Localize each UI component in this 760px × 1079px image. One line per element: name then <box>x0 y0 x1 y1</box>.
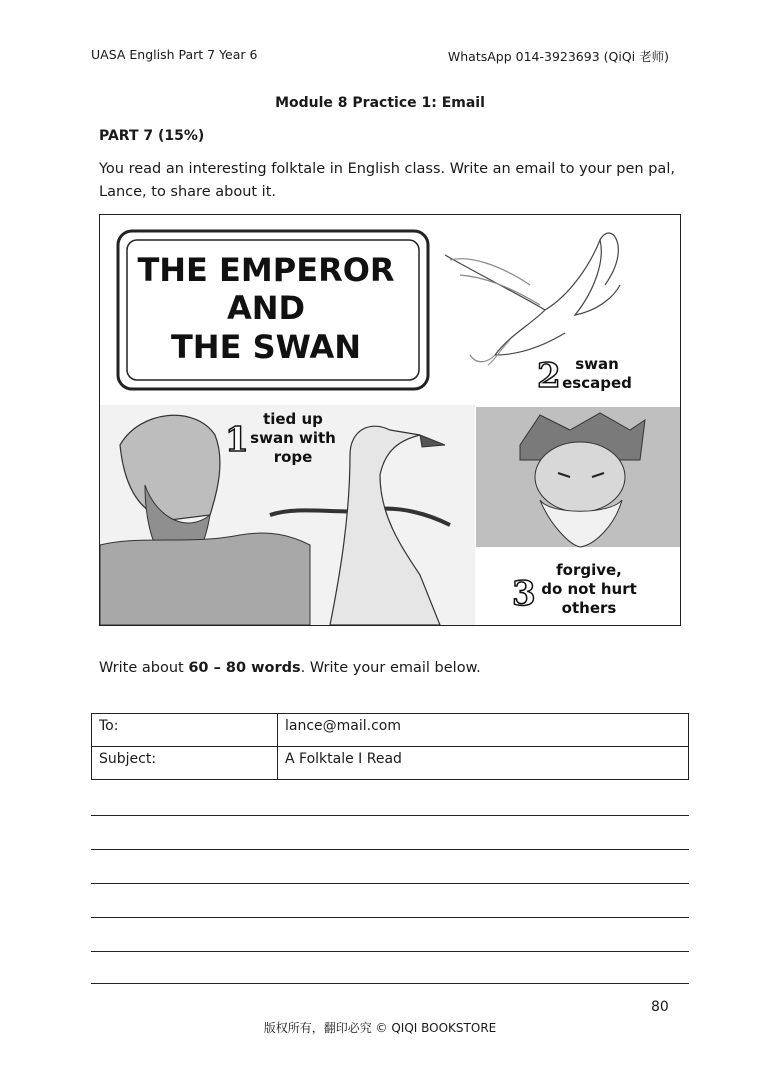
folktale-picture <box>99 214 681 626</box>
email-subject-value: A Folktale I Read <box>278 747 689 780</box>
writing-line[interactable] <box>91 951 689 952</box>
caption-3-line-3: others <box>561 599 617 617</box>
title-frame <box>118 231 428 389</box>
caption-1-line-3: rope <box>273 448 313 466</box>
word-count-instruction <box>99 660 481 676</box>
page-number: 80 <box>651 999 669 1015</box>
caption-2-line-1: swan <box>575 355 619 373</box>
caption-1-number: 1 <box>225 420 249 460</box>
copyright-footer: 版权所有，翻印必究 © QIQI BOOKSTORE <box>263 1021 497 1035</box>
emperor-portrait-sketch <box>476 407 680 547</box>
writing-line[interactable] <box>91 883 689 884</box>
picture-title-line-1: THE EMPEROR <box>137 251 395 289</box>
caption-3-line-2: do not hurt <box>541 580 637 598</box>
email-subject-row <box>92 747 689 780</box>
instruction-word-range: 60 – 80 words <box>188 660 301 676</box>
picture-title-line-2: AND <box>226 289 306 327</box>
writing-line[interactable] <box>91 815 689 816</box>
instruction-pre: Write about <box>99 660 189 676</box>
caption-3-line-1: forgive, <box>556 561 622 579</box>
caption-1-line-1: tied up <box>263 410 323 428</box>
email-to-value: lance@mail.com <box>278 714 689 747</box>
writing-line[interactable] <box>91 917 689 918</box>
page-title: Module 8 Practice 1: Email <box>275 95 485 111</box>
caption-3-number: 3 <box>512 574 536 614</box>
caption-2-number: 2 <box>537 356 561 396</box>
email-header-table <box>91 713 689 780</box>
picture-title-line-3: THE SWAN <box>170 328 362 366</box>
email-to-row <box>92 714 689 747</box>
writing-line[interactable] <box>91 983 689 984</box>
caption-2-line-2: escaped <box>562 374 632 392</box>
email-subject-label: Subject: <box>92 747 278 780</box>
flying-swan-sketch <box>445 233 620 365</box>
intro-text: You read an interesting folktale in English class. Write an email to your pen pal, Lance, to share about it. <box>99 161 675 200</box>
writing-line[interactable] <box>91 849 689 850</box>
header-right: WhatsApp 014-3923693 (QiQi 老师) <box>447 49 669 64</box>
header-left: UASA English Part 7 Year 6 <box>91 47 258 62</box>
caption-1-line-2: swan with <box>250 429 336 447</box>
instruction-post: . Write your email below. <box>300 660 481 676</box>
part-heading: PART 7 (15%) <box>99 128 205 144</box>
email-to-label: To: <box>92 714 278 747</box>
